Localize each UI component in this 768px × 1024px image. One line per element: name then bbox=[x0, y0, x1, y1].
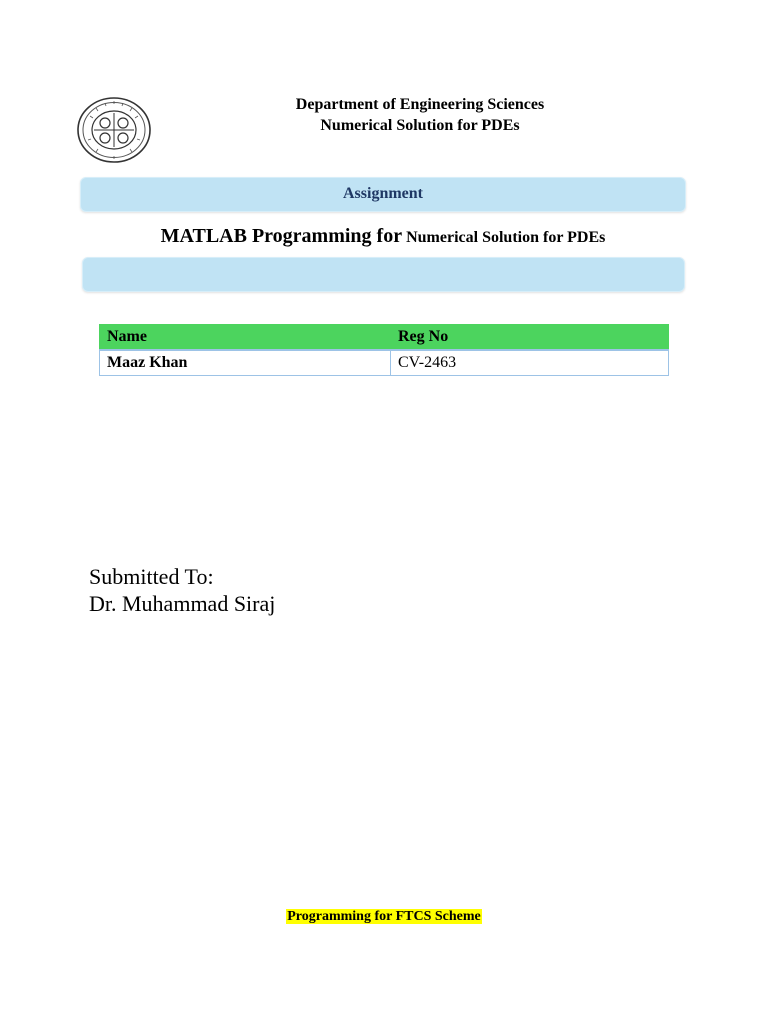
course-name: Numerical Solution for PDEs bbox=[320, 117, 520, 134]
student-info-table bbox=[99, 324, 669, 376]
table-header-row bbox=[100, 325, 669, 351]
highlighted-footer-text: Programming for FTCS Scheme bbox=[287, 909, 481, 924]
student-name: Maaz Khan bbox=[100, 350, 391, 376]
assignment-label: Assignment bbox=[342, 185, 423, 202]
submitted-to-label: Submitted To: bbox=[89, 564, 214, 589]
header-reg-no: Reg No bbox=[391, 325, 669, 351]
header-name: Name bbox=[100, 325, 391, 351]
footer-section-title bbox=[0, 909, 768, 925]
table-row bbox=[100, 350, 669, 376]
student-reg-no: CV-2463 bbox=[391, 350, 669, 376]
university-seal-icon bbox=[76, 96, 152, 164]
document-title bbox=[80, 225, 686, 248]
title-part-1: MATLAB Programming for bbox=[160, 225, 403, 247]
blank-banner bbox=[82, 257, 685, 292]
department-name: Department of Engineering Sciences bbox=[295, 96, 545, 113]
supervisor-name: Dr. Muhammad Siraj bbox=[89, 591, 276, 616]
title-part-2: Numerical Solution for PDEs bbox=[406, 229, 606, 246]
submitted-to-block bbox=[89, 563, 275, 617]
